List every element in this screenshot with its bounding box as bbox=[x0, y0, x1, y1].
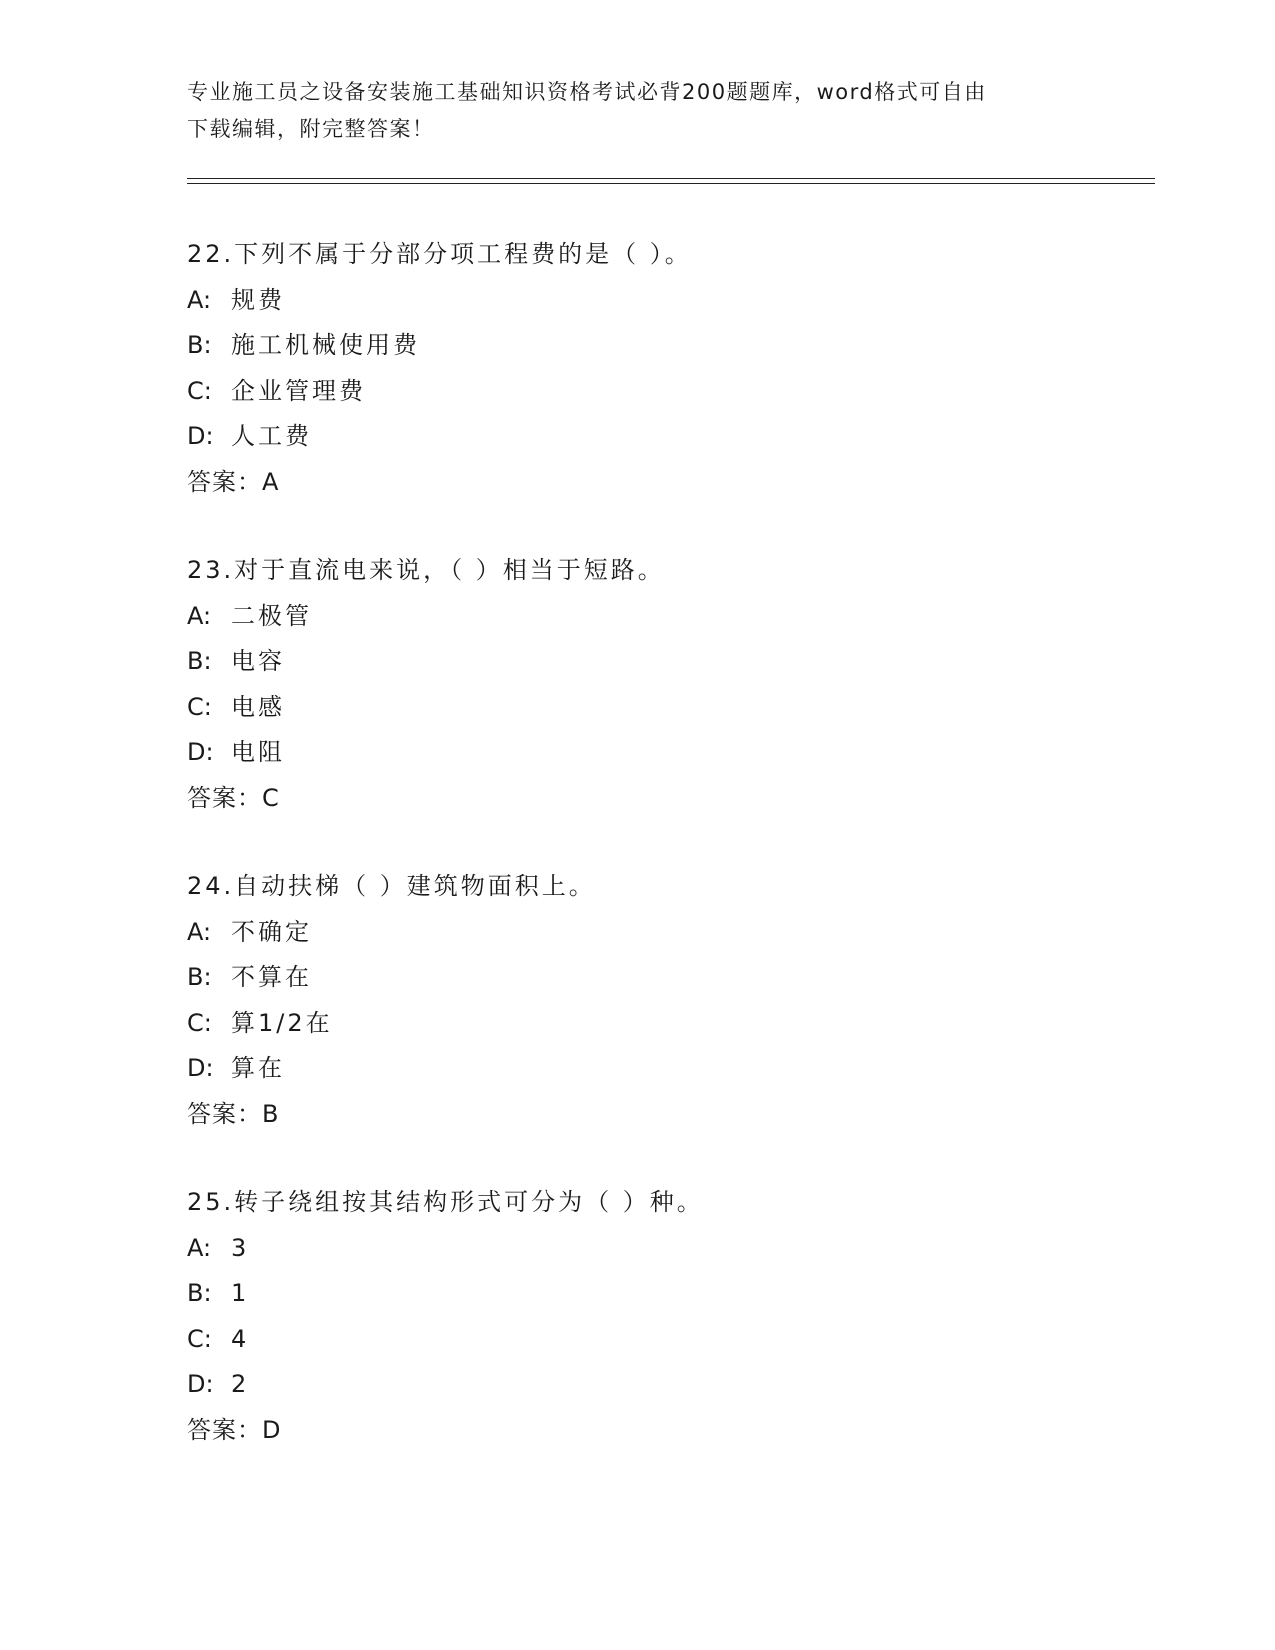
option-b bbox=[187, 323, 1087, 369]
question-25 bbox=[187, 1180, 1087, 1454]
question-24 bbox=[187, 864, 1087, 1138]
answer bbox=[187, 1408, 1087, 1454]
option-a bbox=[187, 594, 1087, 640]
document-header bbox=[187, 74, 1087, 148]
answer-label: 答案： bbox=[187, 1099, 262, 1128]
option-label: D: bbox=[187, 1370, 214, 1399]
option-label: A: bbox=[187, 917, 212, 946]
answer-label: 答案： bbox=[187, 1415, 262, 1444]
answer-value: D bbox=[262, 1415, 281, 1444]
option-label: C: bbox=[187, 1008, 212, 1037]
option-text: 电感 bbox=[231, 692, 285, 721]
option-label: A: bbox=[187, 601, 212, 630]
option-d bbox=[187, 1362, 1087, 1408]
answer-value: A bbox=[262, 467, 279, 496]
option-c bbox=[187, 685, 1087, 731]
option-b bbox=[187, 1271, 1087, 1317]
question-stem: 25.转子绕组按其结构形式可分为（ ）种。 bbox=[187, 1188, 704, 1216]
header-line-2: 下载编辑，附完整答案！ bbox=[187, 117, 435, 141]
answer-value: B bbox=[262, 1099, 279, 1128]
option-label: A: bbox=[187, 285, 212, 314]
option-label: D: bbox=[187, 738, 214, 767]
question-stem: 24.自动扶梯（ ）建筑物面积上。 bbox=[187, 872, 596, 900]
option-text: 2 bbox=[231, 1370, 250, 1399]
option-label: B: bbox=[187, 963, 212, 992]
option-a bbox=[187, 1226, 1087, 1272]
answer bbox=[187, 460, 1087, 506]
option-text: 规费 bbox=[231, 285, 285, 314]
answer bbox=[187, 1092, 1087, 1138]
option-b bbox=[187, 955, 1087, 1001]
option-label: C: bbox=[187, 692, 212, 721]
option-d bbox=[187, 414, 1087, 460]
option-a bbox=[187, 278, 1087, 324]
option-text: 不算在 bbox=[231, 963, 312, 992]
option-text: 二极管 bbox=[231, 601, 312, 630]
question-23 bbox=[187, 548, 1087, 822]
answer-label: 答案： bbox=[187, 783, 262, 812]
question-stem: 22.下列不属于分部分项工程费的是（ ）。 bbox=[187, 240, 692, 268]
option-label: C: bbox=[187, 376, 212, 405]
option-d bbox=[187, 730, 1087, 776]
option-label: B: bbox=[187, 647, 212, 676]
header-divider-bottom bbox=[187, 183, 1155, 184]
option-label: D: bbox=[187, 1054, 214, 1083]
option-d bbox=[187, 1046, 1087, 1092]
question-stem: 23.对于直流电来说，（ ）相当于短路。 bbox=[187, 556, 665, 584]
option-label: B: bbox=[187, 1279, 212, 1308]
option-c bbox=[187, 1001, 1087, 1047]
option-label: C: bbox=[187, 1324, 212, 1353]
option-text: 3 bbox=[231, 1233, 250, 1262]
option-text: 4 bbox=[231, 1324, 250, 1353]
option-a bbox=[187, 910, 1087, 956]
option-c bbox=[187, 1317, 1087, 1363]
option-label: B: bbox=[187, 331, 212, 360]
option-text: 1 bbox=[231, 1279, 250, 1308]
option-text: 算1/2在 bbox=[231, 1008, 333, 1037]
option-label: A: bbox=[187, 1233, 212, 1262]
header-line-1: 专业施工员之设备安装施工基础知识资格考试必背200题题库，word格式可自由 bbox=[187, 80, 987, 104]
option-text: 不确定 bbox=[231, 917, 312, 946]
option-text: 人工费 bbox=[231, 422, 312, 451]
option-label: D: bbox=[187, 422, 214, 451]
option-text: 电容 bbox=[231, 647, 285, 676]
option-b bbox=[187, 639, 1087, 685]
answer-label: 答案： bbox=[187, 467, 262, 496]
option-text: 施工机械使用费 bbox=[231, 331, 420, 360]
option-text: 企业管理费 bbox=[231, 376, 366, 405]
question-22 bbox=[187, 232, 1087, 506]
option-text: 电阻 bbox=[231, 738, 285, 767]
answer bbox=[187, 776, 1087, 822]
option-c bbox=[187, 369, 1087, 415]
option-text: 算在 bbox=[231, 1054, 285, 1083]
header-divider-top bbox=[187, 178, 1155, 179]
answer-value: C bbox=[262, 783, 279, 812]
